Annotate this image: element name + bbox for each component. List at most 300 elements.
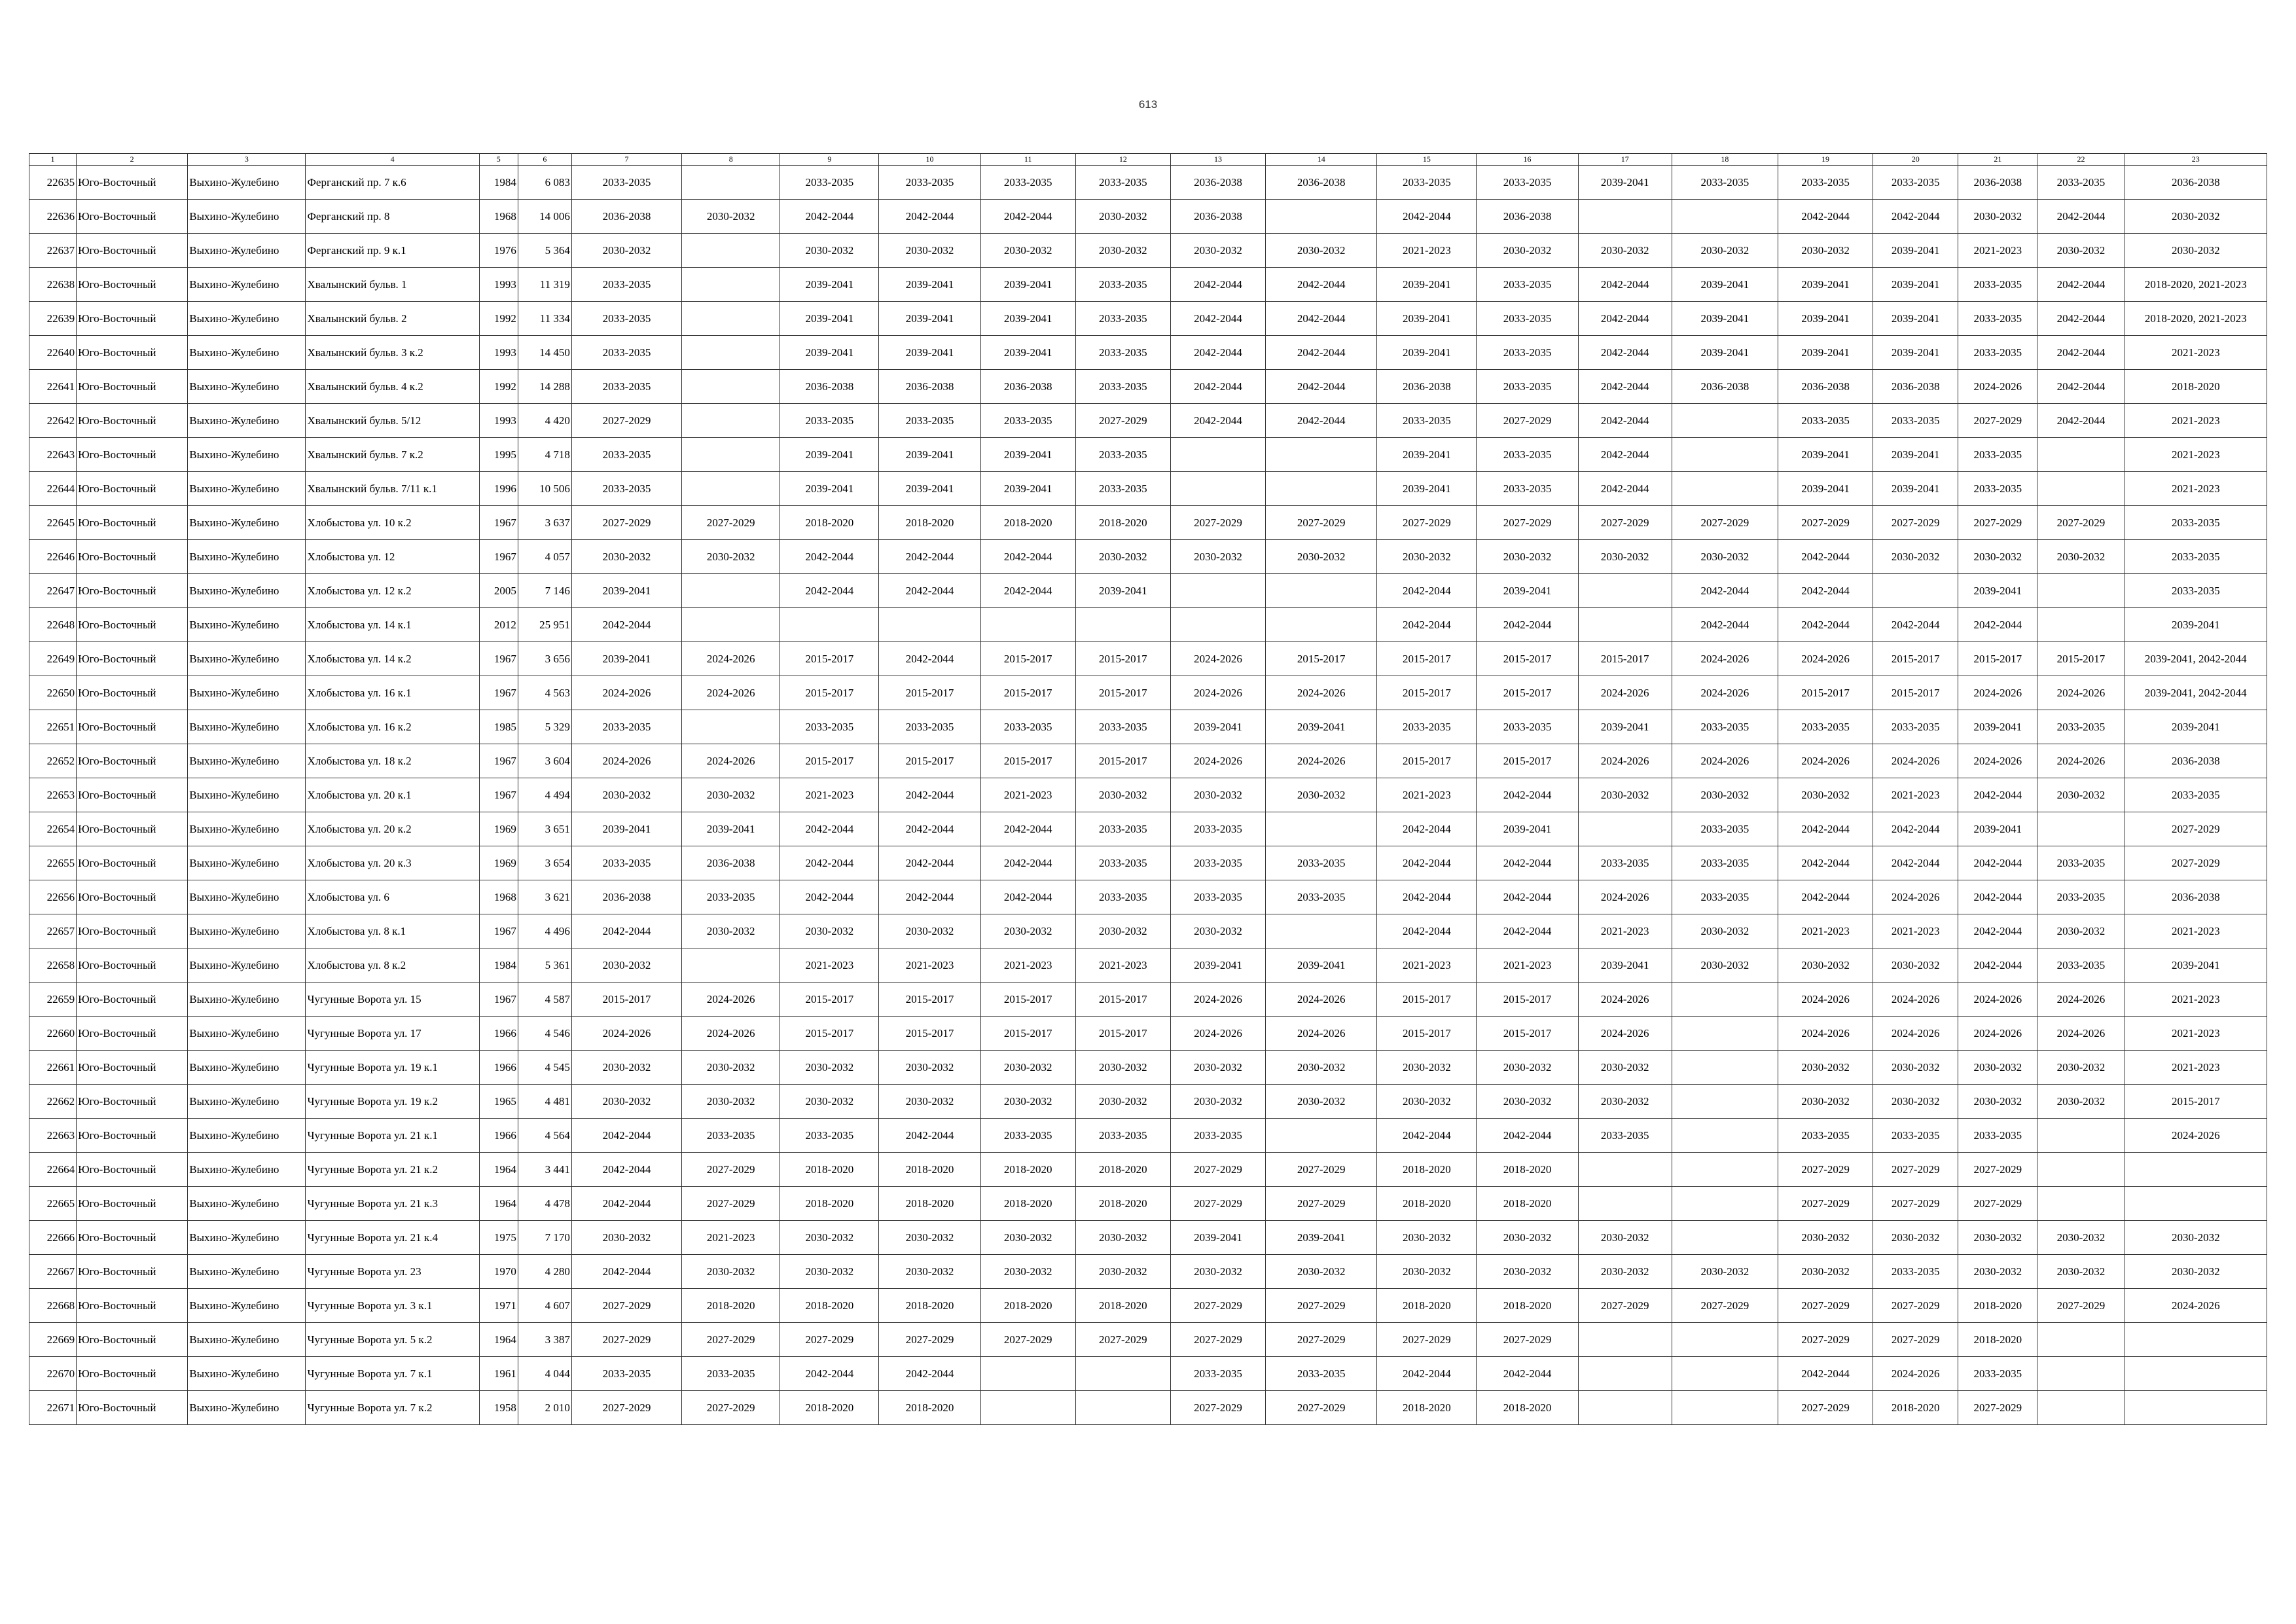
table-cell: 1985 [479, 710, 518, 744]
table-cell [1170, 574, 1265, 608]
table-cell: 2039-2041 [1075, 574, 1170, 608]
table-cell: 2030-2032 [1266, 1085, 1377, 1119]
table-cell: Хвалынский бульв. 1 [306, 268, 479, 302]
table-cell: 2033-2035 [1075, 812, 1170, 846]
table-cell: 2030-2032 [1170, 1255, 1265, 1289]
table-cell: Чугунные Ворота ул. 17 [306, 1017, 479, 1051]
table-cell: 2024-2026 [1958, 744, 2037, 778]
table-cell: 2042-2044 [1578, 472, 1672, 506]
table-cell: 2018-2020 [980, 1289, 1075, 1323]
table-cell: 2039-2041 [1778, 302, 1873, 336]
table-cell: 2021-2023 [1377, 948, 1477, 983]
table-cell: 22657 [29, 914, 77, 948]
table-cell: 2033-2035 [1477, 268, 1578, 302]
table-cell: 2039-2041 [2125, 608, 2267, 642]
table-cell: 2024-2026 [1266, 744, 1377, 778]
table-cell: 2024-2026 [1873, 1017, 1958, 1051]
table-cell: 2042-2044 [571, 1255, 681, 1289]
table-cell: 2042-2044 [1778, 540, 1873, 574]
table-cell: 2030-2032 [1266, 540, 1377, 574]
table-cell: Юго-Восточный [77, 166, 188, 200]
table-cell: 2027-2029 [1873, 1323, 1958, 1357]
table-cell: 2033-2035 [1170, 880, 1265, 914]
table-cell [1578, 812, 1672, 846]
table-row [29, 676, 2267, 710]
table-cell: 2030-2032 [1873, 1221, 1958, 1255]
table-cell: Юго-Восточный [77, 1255, 188, 1289]
table-cell: 2042-2044 [879, 880, 980, 914]
table-cell [682, 948, 780, 983]
table-cell: 2042-2044 [2037, 302, 2125, 336]
table-cell: Юго-Восточный [77, 1017, 188, 1051]
table-cell: 2027-2029 [1778, 506, 1873, 540]
table-cell: 2036-2038 [1477, 200, 1578, 234]
table-cell: 2042-2044 [1578, 302, 1672, 336]
table-cell: 2030-2032 [1873, 1051, 1958, 1085]
table-cell: 2039-2041 [571, 642, 681, 676]
table-cell: 2027-2029 [879, 1323, 980, 1357]
table-cell: 2042-2044 [1477, 608, 1578, 642]
table-cell: 2027-2029 [1170, 1187, 1265, 1221]
table-cell: 2027-2029 [1873, 1187, 1958, 1221]
table-cell: Выхино-Жулебино [188, 676, 306, 710]
table-cell [682, 370, 780, 404]
table-cell: 1964 [479, 1323, 518, 1357]
table-row [29, 744, 2267, 778]
table-cell: 2033-2035 [1377, 404, 1477, 438]
table-row [29, 846, 2267, 880]
table-cell: 2018-2020 [879, 1391, 980, 1425]
table-cell: 2039-2041 [879, 472, 980, 506]
table-cell: 2027-2029 [1266, 506, 1377, 540]
table-cell: 1967 [479, 914, 518, 948]
table-cell: 2030-2032 [1075, 200, 1170, 234]
table-cell: 2015-2017 [980, 744, 1075, 778]
table-cell: 22664 [29, 1153, 77, 1187]
table-cell: 2027-2029 [1377, 506, 1477, 540]
table-cell: 2030-2032 [1075, 540, 1170, 574]
table-cell: 2042-2044 [1958, 880, 2037, 914]
table-cell: 2039-2041 [780, 472, 879, 506]
table-cell: 2030-2032 [1477, 1051, 1578, 1085]
table-cell: 1967 [479, 778, 518, 812]
table-cell: 2027-2029 [1075, 404, 1170, 438]
table-cell: 2030-2032 [1477, 1221, 1578, 1255]
table-cell: 2039-2041 [1170, 710, 1265, 744]
table-cell: Чугунные Ворота ул. 21 к.2 [306, 1153, 479, 1187]
table-cell: Выхино-Жулебино [188, 914, 306, 948]
table-cell: 22652 [29, 744, 77, 778]
table-cell: 1966 [479, 1051, 518, 1085]
table-cell: 3 604 [518, 744, 571, 778]
table-cell: 2030-2032 [1075, 1051, 1170, 1085]
table-cell: 2042-2044 [571, 914, 681, 948]
table-cell: 2033-2035 [571, 336, 681, 370]
table-cell: 2042-2044 [2037, 370, 2125, 404]
table-cell: 1967 [479, 676, 518, 710]
table-cell [2037, 1357, 2125, 1391]
table-cell: 2033-2035 [1672, 880, 1778, 914]
table-cell: 2033-2035 [1266, 880, 1377, 914]
table-cell: 2030-2032 [1578, 234, 1672, 268]
table-cell: 2030-2032 [2125, 1221, 2267, 1255]
table-cell: 1971 [479, 1289, 518, 1323]
table-cell: 2030-2032 [1477, 1255, 1578, 1289]
table-cell: 2042-2044 [1672, 574, 1778, 608]
table-cell: Выхино-Жулебино [188, 438, 306, 472]
column-number: 15 [1377, 154, 1477, 166]
table-cell: 2039-2041 [1578, 166, 1672, 200]
table-cell: 2021-2023 [1477, 948, 1578, 983]
table-cell: 2030-2032 [2125, 200, 2267, 234]
table-cell: 2042-2044 [571, 1187, 681, 1221]
table-cell: 2027-2029 [1170, 1391, 1265, 1425]
table-row [29, 438, 2267, 472]
table-row [29, 540, 2267, 574]
table-cell: 2027-2029 [1958, 1187, 2037, 1221]
table-cell: 2030-2032 [879, 1255, 980, 1289]
table-cell: 22671 [29, 1391, 77, 1425]
table-cell: 22645 [29, 506, 77, 540]
table-cell: 2042-2044 [980, 574, 1075, 608]
table-cell: 2030-2032 [2037, 1085, 2125, 1119]
table-cell: 22636 [29, 200, 77, 234]
table-cell: 2030-2032 [1578, 1255, 1672, 1289]
table-cell: 2024-2026 [682, 1017, 780, 1051]
table-cell: 2033-2035 [2125, 778, 2267, 812]
table-cell: 2033-2035 [1958, 438, 2037, 472]
table-cell: 2024-2026 [1672, 744, 1778, 778]
table-cell: 2015-2017 [980, 676, 1075, 710]
table-cell: Выхино-Жулебино [188, 744, 306, 778]
table-cell: 2030-2032 [1170, 1085, 1265, 1119]
table-cell: Юго-Восточный [77, 846, 188, 880]
table-cell: 2042-2044 [1266, 336, 1377, 370]
table-cell: 2027-2029 [1266, 1323, 1377, 1357]
table-cell: 1993 [479, 404, 518, 438]
table-cell: 22650 [29, 676, 77, 710]
table-cell: 2042-2044 [1578, 336, 1672, 370]
table-cell: 2015-2017 [780, 642, 879, 676]
table-cell: 2030-2032 [1778, 1085, 1873, 1119]
table-cell: 2030-2032 [2037, 1051, 2125, 1085]
table-cell: 22638 [29, 268, 77, 302]
table-cell: 2024-2026 [1578, 744, 1672, 778]
table-cell: Выхино-Жулебино [188, 710, 306, 744]
table-cell: 1964 [479, 1187, 518, 1221]
table-cell: 2030-2032 [2037, 1255, 2125, 1289]
table-cell: 2027-2029 [1578, 1289, 1672, 1323]
table-cell: Юго-Восточный [77, 778, 188, 812]
table-cell: 2024-2026 [2037, 676, 2125, 710]
table-cell [1672, 1391, 1778, 1425]
table-cell: 2042-2044 [1170, 370, 1265, 404]
table-cell: 2015-2017 [780, 676, 879, 710]
table-cell [1578, 608, 1672, 642]
table-cell: 2033-2035 [1377, 710, 1477, 744]
table-cell: 2033-2035 [1075, 302, 1170, 336]
table-cell: Выхино-Жулебино [188, 268, 306, 302]
table-cell [1170, 438, 1265, 472]
column-number: 13 [1170, 154, 1265, 166]
table-cell: Ферганский пр. 8 [306, 200, 479, 234]
table-cell: 2042-2044 [1958, 778, 2037, 812]
table-cell: 3 651 [518, 812, 571, 846]
table-cell: 2030-2032 [682, 1255, 780, 1289]
table-cell: 2036-2038 [1170, 166, 1265, 200]
table-cell: 22646 [29, 540, 77, 574]
table-cell: 2027-2029 [980, 1323, 1075, 1357]
table-cell: 2021-2023 [879, 948, 980, 983]
table-cell: 2042-2044 [879, 574, 980, 608]
table-cell: 2036-2038 [1958, 166, 2037, 200]
table-cell: 2015-2017 [1377, 1017, 1477, 1051]
table-cell: 2030-2032 [1477, 540, 1578, 574]
table-cell: 2033-2035 [1778, 1119, 1873, 1153]
table-cell: 2042-2044 [1873, 846, 1958, 880]
header-row [29, 154, 2267, 166]
table-cell: 2036-2038 [2125, 744, 2267, 778]
table-cell: 2027-2029 [1778, 1187, 1873, 1221]
table-cell: 22669 [29, 1323, 77, 1357]
table-cell: 2030-2032 [1778, 1255, 1873, 1289]
table-cell: 2039-2041 [1778, 472, 1873, 506]
table-cell: 2030-2032 [780, 1051, 879, 1085]
table-cell: 2024-2026 [1873, 1357, 1958, 1391]
table-cell: 2027-2029 [1170, 1289, 1265, 1323]
table-cell: 2033-2035 [1170, 812, 1265, 846]
column-number: 1 [29, 154, 77, 166]
table-cell: 2042-2044 [1377, 1357, 1477, 1391]
table-cell: 2030-2032 [1672, 778, 1778, 812]
table-cell: 4 564 [518, 1119, 571, 1153]
table-cell: 2018-2020 [1477, 1187, 1578, 1221]
table-cell: 2030-2032 [1377, 540, 1477, 574]
table-cell: 2042-2044 [1170, 336, 1265, 370]
table-cell: 4 718 [518, 438, 571, 472]
table-cell: 2030-2032 [1170, 778, 1265, 812]
table-cell: 2030-2032 [571, 1221, 681, 1255]
table-cell: Выхино-Жулебино [188, 472, 306, 506]
table-cell [1170, 472, 1265, 506]
table-row [29, 472, 2267, 506]
table-cell: 22635 [29, 166, 77, 200]
table-cell: 22641 [29, 370, 77, 404]
table-cell: 3 621 [518, 880, 571, 914]
table-cell: 1993 [479, 336, 518, 370]
table-cell: 2033-2035 [1477, 472, 1578, 506]
table-cell: 2033-2035 [2125, 506, 2267, 540]
table-cell: 2042-2044 [1377, 846, 1477, 880]
table-cell: 2015-2017 [1075, 983, 1170, 1017]
table-cell: 2033-2035 [879, 710, 980, 744]
table-cell: 2024-2026 [1958, 370, 2037, 404]
table-cell: Выхино-Жулебино [188, 1255, 306, 1289]
column-number: 8 [682, 154, 780, 166]
table-cell [682, 438, 780, 472]
table-cell: Хлобыстова ул. 20 к.1 [306, 778, 479, 812]
table-cell [1266, 608, 1377, 642]
table-cell: 2027-2029 [2125, 846, 2267, 880]
table-row [29, 642, 2267, 676]
table-cell: 22661 [29, 1051, 77, 1085]
table-cell: 1984 [479, 166, 518, 200]
table-cell: 4 481 [518, 1085, 571, 1119]
table-cell [980, 608, 1075, 642]
table-cell [2037, 472, 2125, 506]
table-row [29, 1187, 2267, 1221]
table-cell: 3 654 [518, 846, 571, 880]
table-cell: Хлобыстова ул. 20 к.3 [306, 846, 479, 880]
table-cell: 1992 [479, 302, 518, 336]
table-cell: 2030-2032 [571, 540, 681, 574]
table-cell: 2018-2020 [1958, 1323, 2037, 1357]
table-cell: Юго-Восточный [77, 1391, 188, 1425]
table-cell: 2030-2032 [1578, 1085, 1672, 1119]
table-cell: 2018-2020 [1477, 1391, 1578, 1425]
table-cell: Юго-Восточный [77, 404, 188, 438]
table-cell: 2030-2032 [1578, 1051, 1672, 1085]
table-cell: 2030-2032 [682, 540, 780, 574]
table-cell: 2021-2023 [780, 948, 879, 983]
table-row [29, 1051, 2267, 1085]
table-cell: 7 170 [518, 1221, 571, 1255]
table-cell: 2024-2026 [1170, 642, 1265, 676]
table-cell: Юго-Восточный [77, 608, 188, 642]
table-row [29, 234, 2267, 268]
table-cell: 2030-2032 [1873, 540, 1958, 574]
table-cell: 2027-2029 [1778, 1153, 1873, 1187]
table-cell: 2033-2035 [571, 1357, 681, 1391]
table-cell: 2015-2017 [571, 983, 681, 1017]
table-cell: 2024-2026 [1266, 676, 1377, 710]
table-cell: 1966 [479, 1017, 518, 1051]
table-row [29, 336, 2267, 370]
table-cell: 2024-2026 [1958, 983, 2037, 1017]
table-row [29, 506, 2267, 540]
table-cell: 2033-2035 [1266, 1357, 1377, 1391]
table-cell: 2024-2026 [1578, 983, 1672, 1017]
table-cell [2125, 1357, 2267, 1391]
table-cell: Чугунные Ворота ул. 5 к.2 [306, 1323, 479, 1357]
table-cell [1578, 200, 1672, 234]
table-cell: 22654 [29, 812, 77, 846]
table-cell: Хлобыстова ул. 12 к.2 [306, 574, 479, 608]
table-cell: 2030-2032 [682, 914, 780, 948]
table-cell: 2033-2035 [1477, 710, 1578, 744]
table-cell: 2018-2020 [1377, 1153, 1477, 1187]
table-cell: 2024-2026 [1672, 642, 1778, 676]
table-cell: 22637 [29, 234, 77, 268]
table-cell: 2039-2041 [1873, 336, 1958, 370]
table-cell: 2033-2035 [682, 1357, 780, 1391]
table-cell: 2039-2041 [1266, 1221, 1377, 1255]
table-cell: 2015-2017 [879, 983, 980, 1017]
table-cell: 2039-2041 [780, 336, 879, 370]
table-cell: Чугунные Ворота ул. 15 [306, 983, 479, 1017]
table-cell: 2030-2032 [682, 778, 780, 812]
table-cell: 2030-2032 [980, 914, 1075, 948]
table-cell: 2027-2029 [682, 1323, 780, 1357]
table-cell: 2030-2032 [682, 1051, 780, 1085]
table-cell: 2042-2044 [879, 812, 980, 846]
table-cell: 2015-2017 [1377, 676, 1477, 710]
table-cell: 22660 [29, 1017, 77, 1051]
table-cell: Выхино-Жулебино [188, 642, 306, 676]
table-cell: 2030-2032 [1578, 1221, 1672, 1255]
table-cell: 2039-2041 [1873, 472, 1958, 506]
table-cell: 2042-2044 [1778, 846, 1873, 880]
table-cell: 2027-2029 [2125, 812, 2267, 846]
table-cell: 2039-2041 [571, 574, 681, 608]
table-cell [1672, 404, 1778, 438]
table-cell [2037, 1153, 2125, 1187]
table-cell: 1967 [479, 642, 518, 676]
table-cell: 2042-2044 [1377, 608, 1477, 642]
table-cell [1873, 574, 1958, 608]
table-cell: 2042-2044 [1266, 302, 1377, 336]
table-cell: 2015-2017 [2125, 1085, 2267, 1119]
table-cell: 2015-2017 [980, 1017, 1075, 1051]
table-cell: 2033-2035 [1075, 370, 1170, 404]
table-cell [1672, 1051, 1778, 1085]
table-cell: 2030-2032 [1377, 1221, 1477, 1255]
table-cell: 2036-2038 [1377, 370, 1477, 404]
table-cell: 2030-2032 [780, 914, 879, 948]
table-cell: 1992 [479, 370, 518, 404]
table-cell: 2042-2044 [1958, 846, 2037, 880]
table-cell: 2039-2041 [1266, 948, 1377, 983]
table-cell: Выхино-Жулебино [188, 812, 306, 846]
table-cell: 2039-2041 [879, 268, 980, 302]
table-cell: 2030-2032 [1958, 540, 2037, 574]
table-cell: 2027-2029 [571, 1323, 681, 1357]
table-cell: 2042-2044 [1778, 880, 1873, 914]
table-cell: 2030-2032 [1075, 1255, 1170, 1289]
table-cell: Чугунные Ворота ул. 21 к.3 [306, 1187, 479, 1221]
table-cell: Юго-Восточный [77, 370, 188, 404]
table-cell: 25 951 [518, 608, 571, 642]
table-cell: 2027-2029 [682, 1153, 780, 1187]
table-row [29, 914, 2267, 948]
table-cell: 1976 [479, 234, 518, 268]
table-cell: Юго-Восточный [77, 200, 188, 234]
table-cell: 2018-2020 [879, 1187, 980, 1221]
table-cell: 2039-2041 [780, 438, 879, 472]
table-cell: Юго-Восточный [77, 438, 188, 472]
table-cell: 2033-2035 [1477, 166, 1578, 200]
table-cell: 2021-2023 [2125, 336, 2267, 370]
column-number: 7 [571, 154, 681, 166]
table-cell: 2030-2032 [1873, 1085, 1958, 1119]
table-cell [1266, 200, 1377, 234]
table-cell: 2039-2041 [2125, 710, 2267, 744]
table-cell: 22668 [29, 1289, 77, 1323]
table-cell: 2033-2035 [980, 710, 1075, 744]
table-cell [2037, 574, 2125, 608]
table-cell: 2042-2044 [980, 846, 1075, 880]
table-cell: 2030-2032 [1873, 948, 1958, 983]
table-cell: 2024-2026 [1778, 642, 1873, 676]
table-cell: Юго-Восточный [77, 710, 188, 744]
table-row [29, 1391, 2267, 1425]
table-cell: 2021-2023 [1578, 914, 1672, 948]
page-number: 613 [1138, 98, 1158, 111]
table-row [29, 710, 2267, 744]
table-cell: 2015-2017 [1075, 1017, 1170, 1051]
table-cell: 2042-2044 [1377, 812, 1477, 846]
column-number: 3 [188, 154, 306, 166]
